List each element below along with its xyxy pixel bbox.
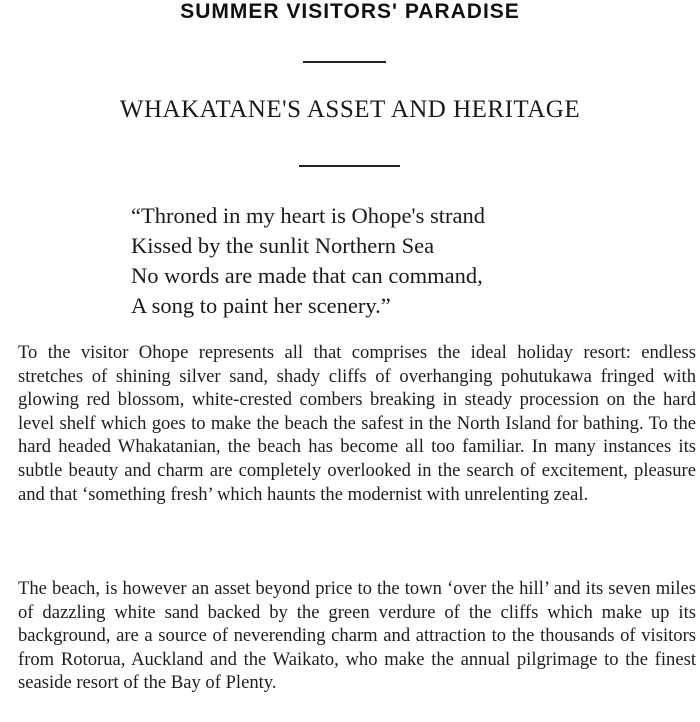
body-paragraph: To the visitor Ohope represents all that comprises the ideal holiday resort: endless stretches of shining silver sand, shady cliffs of overhanging pohutukawa fringed with glowing red blossom, white-crested combers breaking in steady procession on the hard level shelf which goes to make the beach the safest in the North Island for bathing. To the hard headed Whakatanian, the beach has become all too familiar. In many instances its subtle beauty and charm are completely overlooked in the search of excitement, pleasure and that ‘something fresh’ which haunts the modernist with unrelenting zeal. — [18, 342, 696, 505]
divider-rule — [303, 61, 386, 63]
poem-quote — [131, 201, 631, 321]
headline: SUMMER VISITORS' PARADISE — [180, 0, 520, 23]
poem-line: No words are made that can command, — [131, 263, 483, 288]
subheadline: WHAKATANE'S ASSET AND HERITAGE — [119, 96, 581, 123]
divider-rule — [299, 165, 400, 167]
body-paragraph: The beach, is however an asset beyond price to the town ‘over the hill’ and its seven miles of dazzling white sand backed by the green verdure of the cliffs which make up its background, are a source of neverending charm and attraction to the thousands of visitors from Rotorua, Auckland and the Waikato, who make the annual pilgrimage to the finest seaside resort of the Bay of Plenty. — [18, 578, 696, 694]
poem-line: Kissed by the sunlit Northern Sea — [131, 233, 435, 258]
poem-line: “Throned in my heart is Ohope's strand — [131, 203, 485, 228]
poem-line: A song to paint her scenery.” — [131, 293, 391, 318]
